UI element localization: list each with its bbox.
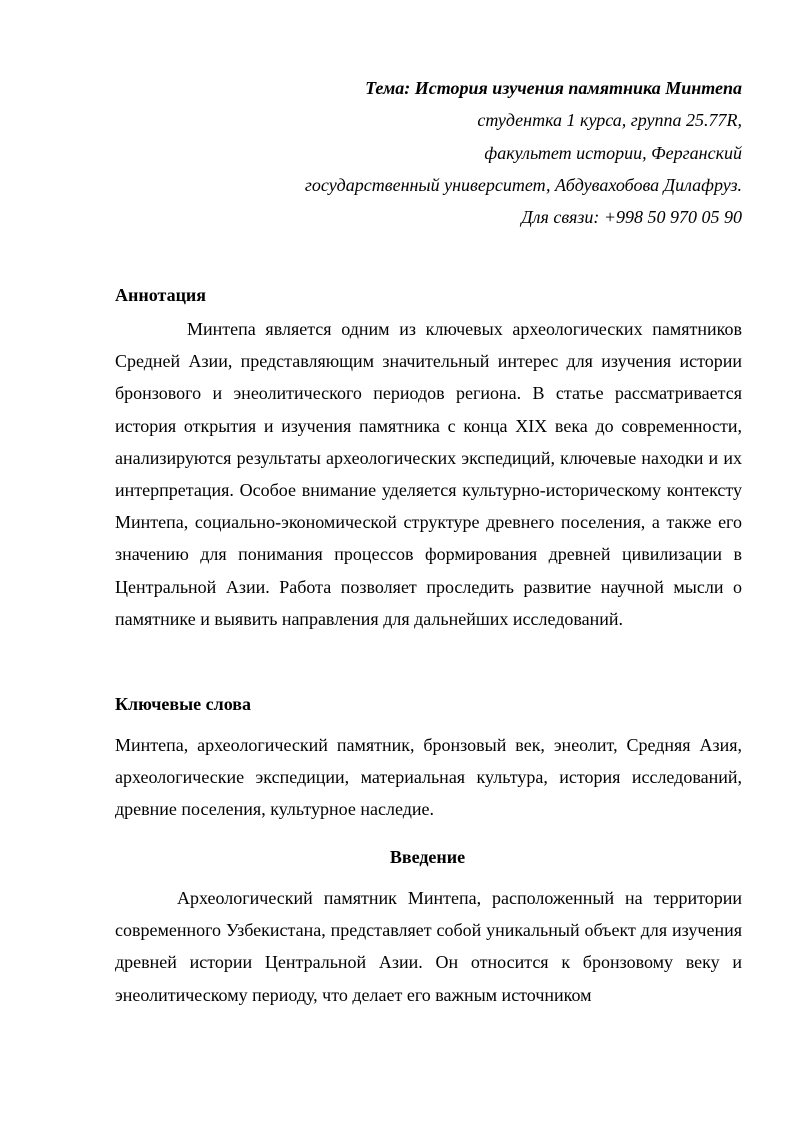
introduction-heading: Введение	[389, 847, 466, 867]
annotation-heading: Аннотация	[115, 285, 207, 305]
annotation-paragraph: Минтепа является одним из ключевых археологических памятников Средней Азии, представляющим значительный интерес для изучения истории бронзового и энеолитического периодов региона. В статье рассматривается история открытия и изучения памятника с конца XIX века до современности, анализируются результаты археологических экспедиций, ключевые находки и их интерпретация. Особое внимание уделяется культурно-историческому контексту Минтепа, социально-экономической структуре древнего поселения, а также его значению для понимания процессов формирования древней цивилизации в Центральной Азии. Работа позволяет проследить развитие научной мысли о памятнике и выявить направления для дальнейших исследований.	[115, 319, 742, 629]
keywords-heading: Ключевые слова	[115, 694, 251, 714]
keywords-paragraph: Минтепа, археологический памятник, бронзовый век, энеолит, Средняя Азия, археологические экспедиции, материальная культура, история исследований, древние поселения, культурное наследие.	[115, 735, 742, 820]
paper-topic: Тема: История изучения памятника Минтепа	[365, 78, 742, 98]
introduction-paragraph: Археологический памятник Минтепа, расположенный на территории современного Узбекистана, представляет собой уникальный объект для изучения древней истории Центральной Азии. Он относится к бронзовому веку и энеолитическому периоду, что делает его важным источником	[115, 888, 742, 1005]
author-info-line-2: факультет истории, Ферганский	[484, 143, 742, 163]
author-info-line-3: государственный университет, Абдувахобова Дилафруз.	[304, 175, 742, 195]
contact-line: Для связи: +998 50 970 05 90	[521, 207, 742, 227]
author-info-line-1: студентка 1 курса, группа 25.77R,	[477, 110, 742, 130]
